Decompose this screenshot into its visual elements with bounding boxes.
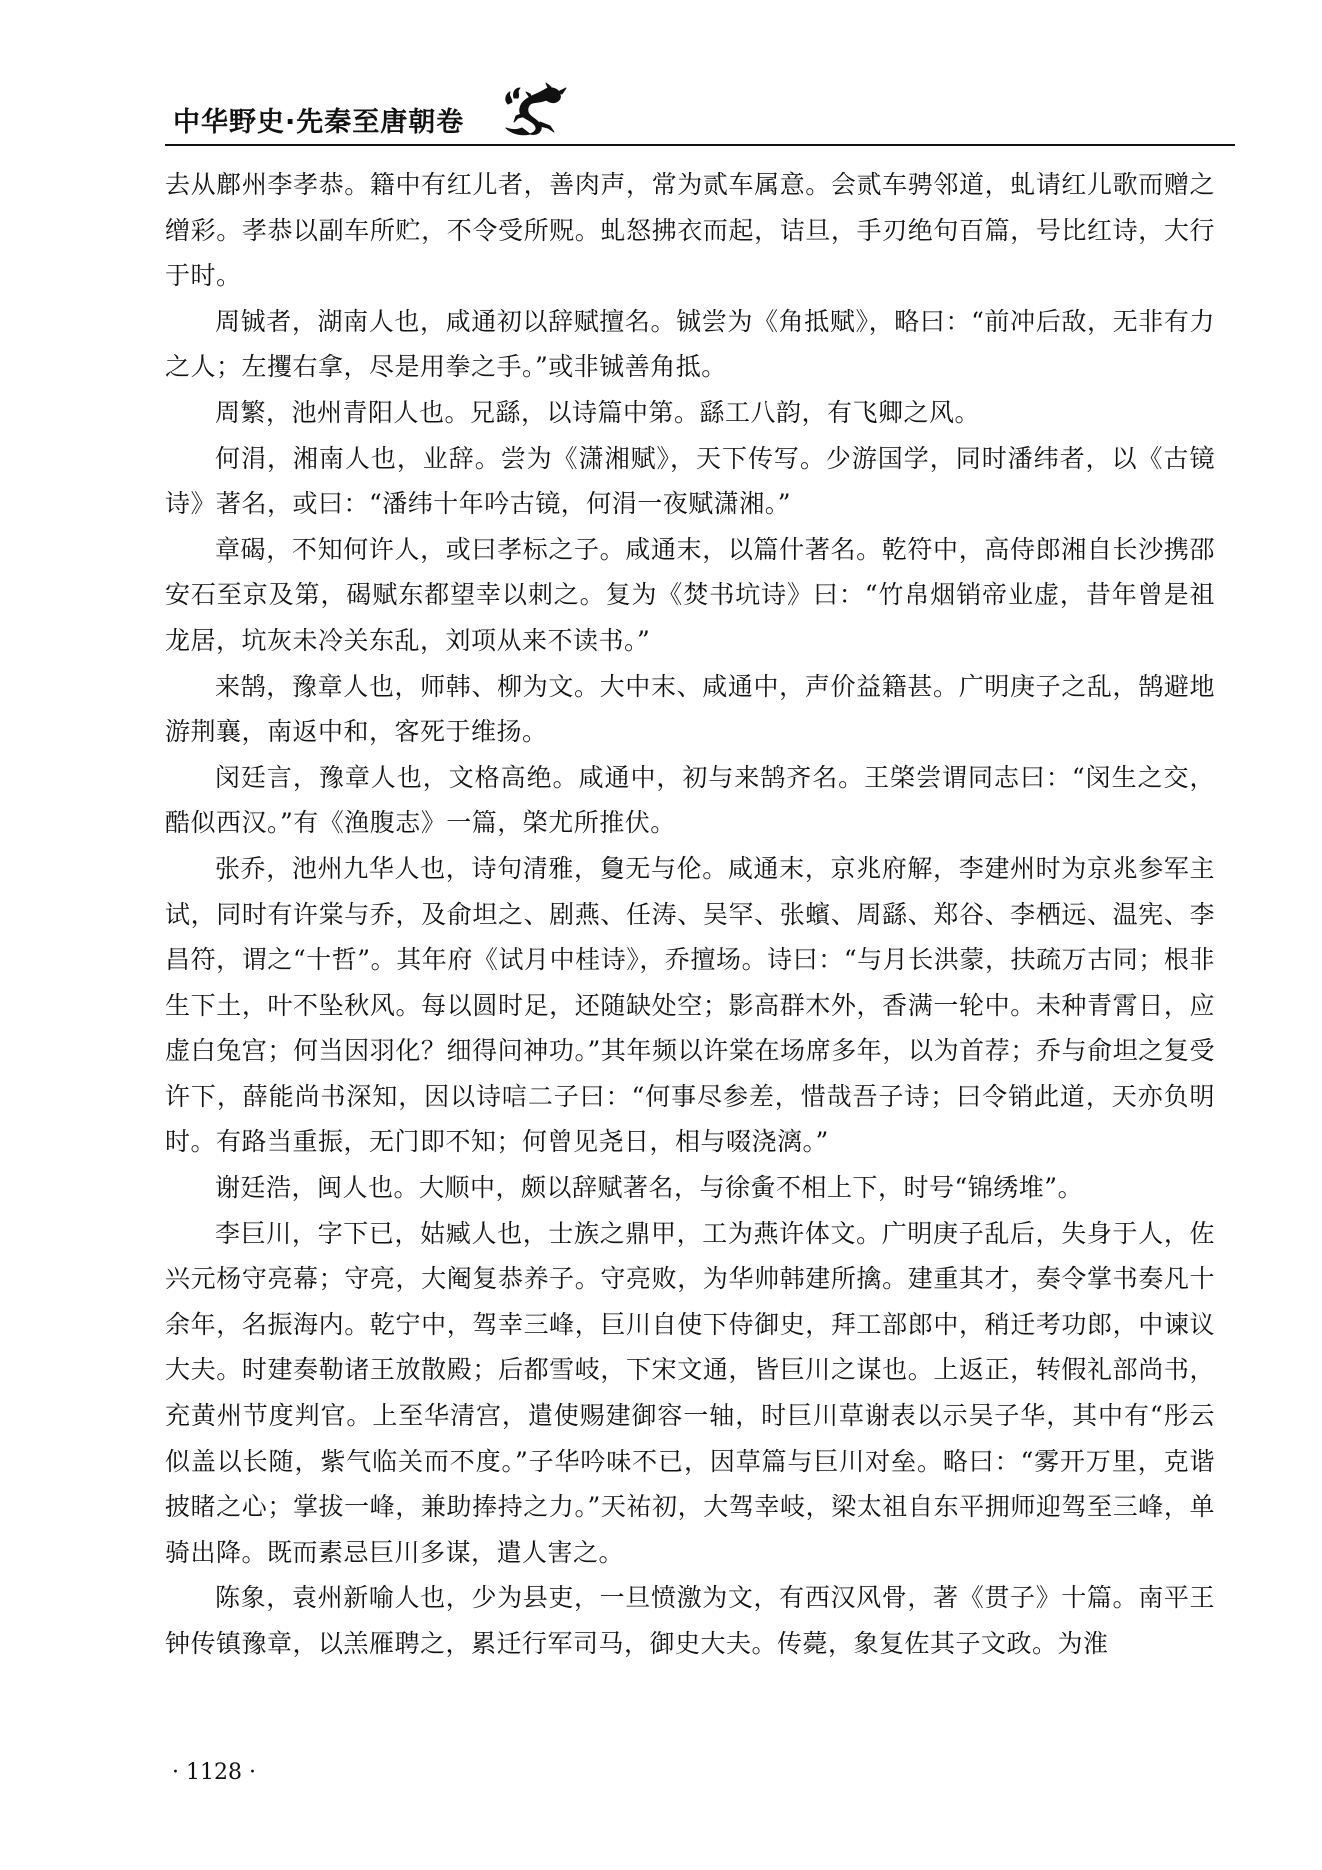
running-header: [165, 78, 1235, 148]
paragraph-10: 李巨川，字下已，姑臧人也，士族之鼎甲，工为燕许体文。广明庚子乱后，失身于人，佐兴元杨守亮幕；守亮，大阉复恭养子。守亮败，为华帅韩建所擒。建重其才，奏令掌书奏凡十余年，名振海内。乾宁中，驾幸三峰，巨川自使下侍御史，拜工部郎中，稍迁考功郎，中谏议大夫。时建奏勒诸王放散殿；后都雪岐，下宋文通，皆巨川之谋也。上返正，转假礼部尚书，充黄州节度判官。上至华清宫，遣使赐建御容一轴，时巨川草谢表以示吴子华，其中有“彤云似盖以长随，紫气临关而不度。”子华吟味不已，因草篇与巨川对垒。略曰：“雾开万里，克谐披睹之心；掌拔一峰，兼助捧持之力。”天祐初，大驾幸岐，梁太祖自东平拥师迎驾至三峰，单骑出降。既而素忌巨川多谋，遣人害之。: [165, 1218, 1215, 1567]
paragraph-1: 去从鄜州李孝恭。籍中有红儿者，善肉声，常为贰车属意。会贰车骋邻道，虬请红儿歌而赠之缯彩。孝恭以副车所贮，不令受所贶。虬怒拂衣而起，诘旦，手刃绝句百篇，号比红诗，大行于时。: [165, 170, 1215, 291]
paragraph-2: 周铖者，湖南人也，咸通初以辞赋擅名。铖尝为《角抵赋》，略曰：“前冲后敌，无非有力之人；左攫右拿，尽是用拳之手。”或非铖善角抵。: [165, 306, 1215, 382]
paragraph-3: 周繁，池州青阳人也。兄繇，以诗篇中第。繇工八韵，有飞卿之风。: [215, 397, 981, 427]
body-text: [165, 162, 1215, 1667]
paragraph-9: 谢廷浩，闽人也。大顺中，颇以辞赋著名，与徐夤不相上下，时号“锦绣堆”。: [215, 1173, 1084, 1203]
page-number: · 1128 ·: [172, 1760, 256, 1785]
paragraph-7: 闵廷言，豫章人也，文格高绝。咸通中，初与来鹄齐名。王棨尝谓同志曰：“闵生之交，酷似西汉。”有《渔腹志》一篇，棨尤所推伏。: [165, 762, 1215, 838]
header-rule: [165, 144, 1235, 146]
paragraph-6: 来鹄，豫章人也，师韩、柳为文。大中末、咸通中，声价益籍甚。广明庚子之乱，鹄避地游荆襄，南返中和，客死于维扬。: [165, 671, 1215, 747]
dragon-emblem-icon: [500, 82, 570, 140]
running-header-title: 中华野史·先秦至唐朝卷: [173, 107, 465, 138]
paragraph-8: 张乔，池州九华人也，诗句清雅，敻无与伦。咸通末，京兆府解，李建州时为京兆参军主试，同时有许棠与乔，及俞坦之、剧燕、任涛、吴罕、张蠙、周繇、郑谷、李栖远、温宪、李昌符，谓之“十哲”。其年府《试月中桂诗》，乔擅场。诗曰：“与月长洪蒙，扶疏万古同；根非生下土，叶不坠秋风。每以圆时足，还随缺处空；影高群木外，香满一轮中。未种青霄日，应虚白兔宫；何当因羽化？细得问神功。”其年频以许棠在场席多年，以为首荐；乔与俞坦之复受许下，薛能尚书深知，因以诗唁二子曰：“何事尽参差，惜哉吾子诗；曰令销此道，天亦负明时。有路当重振，无门即不知；何曾见尧日，相与啜浇漓。”: [165, 853, 1215, 1157]
paragraph-5: 章碣，不知何许人，或曰孝标之子。咸通末，以篇什著名。乾符中，高侍郎湘自长沙携邵安石至京及第，碣赋东都望幸以刺之。复为《焚书坑诗》曰：“竹帛烟销帝业虚，昔年曾是祖龙居，坑灰未冷关东乱，刘项从来不读书。”: [165, 534, 1215, 655]
paragraph-4: 何涓，湘南人也，业辞。尝为《潇湘赋》，天下传写。少游国学，同时潘纬者，以《古镜诗》著名，或曰：“潘纬十年吟古镜，何涓一夜赋潇湘。”: [165, 443, 1215, 519]
paragraph-11: 陈象，袁州新喻人也，少为县吏，一旦愤激为文，有西汉风骨，著《贯子》十篇。南平王钟传镇豫章，以羔雁聘之，累迁行军司马，御史大夫。传薨，象复佐其子文政。为淮: [165, 1583, 1215, 1658]
